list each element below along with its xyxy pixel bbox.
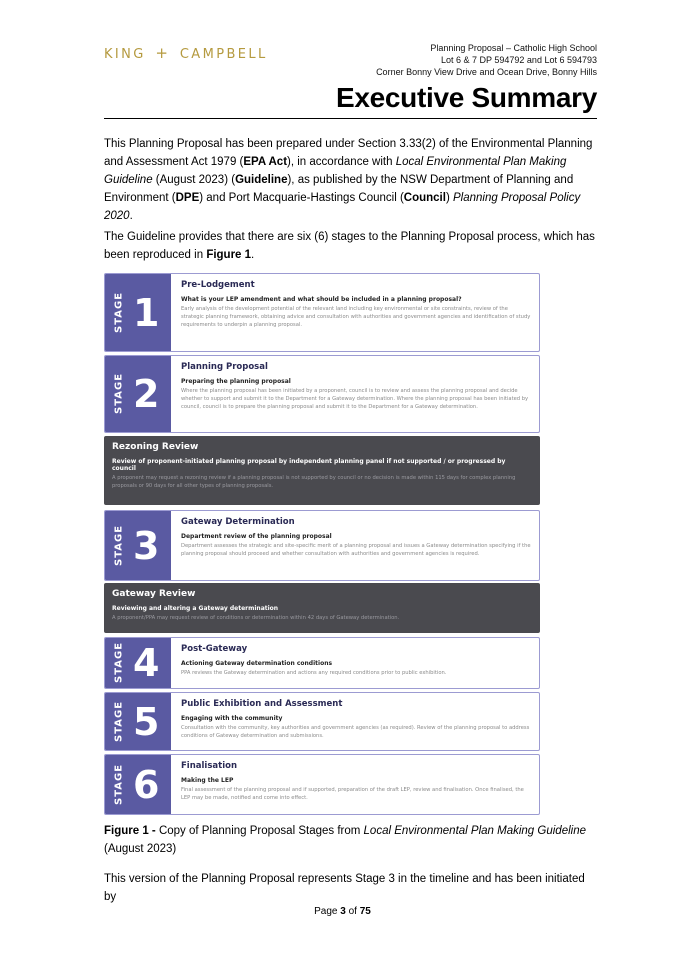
stage-4-box: STAGE 4 Post-Gateway Actioning Gateway determination conditions PPA reviews the Gateway determination and actions any required conditions prior to public exhibition.: [104, 637, 540, 689]
stage-6-tab: STAGE 6: [105, 755, 171, 814]
stage-2-box: STAGE 2 Planning Proposal Preparing the planning proposal Where the planning proposal has been initiated by a proponent, council is to review and assess the planning proposal and decide whether to support and submit it to the Department for a Gateway determination. Where the planning proposal has been initiated by council, council is to prepare the planning proposal and submit it to the Department for a Gateway determination.: [104, 355, 540, 433]
stage-paragraph: This version of the Planning Proposal represents Stage 3 in the timeline and has been initiated by: [104, 873, 585, 903]
stage-3-tab: STAGE 3: [105, 511, 171, 580]
title-rule: [104, 118, 597, 119]
header-line-2: Lot 6 & 7 DP 594792 and Lot 6 594793: [441, 55, 597, 65]
gateway-review-box: Gateway Review Reviewing and altering a Gateway determination A proponent/PPA may request review of conditions or determination within 42 days of Gateway determination.: [104, 583, 540, 633]
gateway-review-title: Gateway Review: [112, 589, 196, 599]
stage-1-title: Pre-Lodgement: [181, 280, 255, 290]
header-line-1: Planning Proposal – Catholic High School: [430, 43, 597, 53]
stage-3-title: Gateway Determination: [181, 517, 295, 527]
stage-5-box: STAGE 5 Public Exhibition and Assessment Engaging with the community Consultation with the community, key authorities and government agencies (as required). Review of the planning proposal to address conditions of Gateway determination and submissions.: [104, 692, 540, 751]
stage-4-tab: STAGE 4: [105, 638, 171, 688]
company-logo: [104, 44, 268, 62]
stage-4-title: Post-Gateway: [181, 644, 248, 654]
intro-paragraph: This Planning Proposal has been prepared under Section 3.33(2) of the Environmental Planning and Assessment Act 1979 (EPA Act), in accordance with Local Environmental Plan Making Guideline (August 2023) (Guideline), as published by the NSW Department of Planning and Environment (DPE) and Port Macquarie-Hastings Council (Council) Planning Proposal Policy 2020.: [104, 138, 593, 222]
rezoning-review-title: Rezoning Review: [112, 442, 199, 452]
document-header: [376, 42, 597, 78]
page-footer: Page 3 of 75: [314, 906, 371, 917]
stage-6-box: STAGE 6 Finalisation Making the LEP Final assessment of the planning proposal and if supported, preparation of the draft LEP, review and finalisation. Once finalised, the LEP may be made, notified and come into effect.: [104, 754, 540, 815]
stage-5-tab: STAGE 5: [105, 693, 171, 750]
page-title: Executive Summary: [335, 82, 597, 113]
logo-text-right: CAMPBELL: [179, 47, 268, 62]
stage-1-tab: STAGE 1: [105, 274, 171, 351]
stage-3-box: STAGE 3 Gateway Determination Department review of the planning proposal Department assesses the strategic and site-specific merit of a planning proposal and issues a Gateway determination specifying if the planning proposal should proceed and whether consultation with authorities and government agencies is required.: [104, 510, 540, 581]
figure-caption: Figure 1 - Copy of Planning Proposal Stages from Local Environmental Plan Making Guideline (August 2023): [104, 825, 586, 855]
rezoning-review-box: Rezoning Review Review of proponent-initiated planning proposal by independent planning panel if not supported / or progressed by council A proponent may request a rezoning review if a planning proposal is not supported by council or no decision is made within 115 days for complex planning proposals or 90 days for all other types of planning proposals.: [104, 436, 540, 505]
stage-1-box: STAGE 1 Pre-Lodgement What is your LEP amendment and what should be included in a planning proposal? Early analysis of the development potential of the relevant land including key environmental or site constraints, review of the strategic planning framework, obtaining advice and consultation with authorities and government agencies and identification of study requirements to underpin a planning proposal.: [104, 273, 540, 352]
header-line-3: Corner Bonny View Drive and Ocean Drive, Bonny Hills: [376, 67, 597, 77]
stage-6-title: Finalisation: [181, 761, 237, 771]
logo-plus: +: [155, 44, 171, 62]
stage-2-tab: STAGE 2: [105, 356, 171, 432]
logo-text-left: KING: [104, 47, 146, 62]
stage-2-title: Planning Proposal: [181, 362, 268, 372]
planning-stages-figure: [104, 273, 540, 815]
stage-5-title: Public Exhibition and Assessment: [181, 699, 343, 709]
guideline-paragraph: The Guideline provides that there are six (6) stages to the Planning Proposal process, which has been reproduced in Figure 1.: [104, 231, 595, 261]
